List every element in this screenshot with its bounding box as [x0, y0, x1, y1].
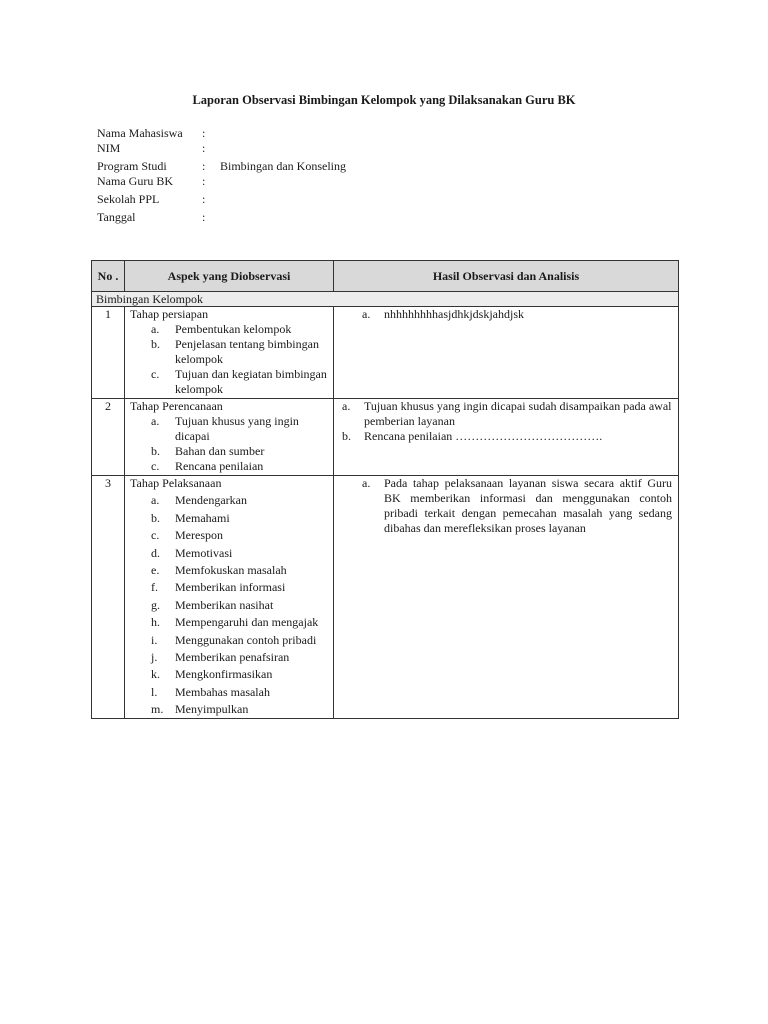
- list-text: Rencana penilaian: [175, 459, 264, 473]
- list-item: [151, 667, 329, 682]
- result-text: Rencana penilaian ……………………………….: [364, 429, 603, 443]
- list-text: Penjelasan tentang bimbingan kelompok: [175, 337, 319, 366]
- table-row: [92, 307, 679, 399]
- list-item: [151, 444, 329, 459]
- list-text: Memahami: [175, 510, 230, 525]
- result-cell: [334, 476, 679, 719]
- result-cell: [334, 307, 679, 399]
- list-text: Menggunakan contoh pribadi: [175, 632, 317, 647]
- list-marker: d.: [151, 545, 160, 560]
- list-text: Merespon: [175, 528, 223, 543]
- list-text: Memberikan nasihat: [175, 597, 274, 612]
- result-marker: a.: [342, 399, 351, 413]
- stage-title: Tahap persiapan: [130, 307, 209, 321]
- list-item: [151, 633, 329, 648]
- aspect-list: [130, 414, 329, 474]
- info-label: NIM: [97, 141, 121, 155]
- info-row-nim: [97, 141, 497, 156]
- observation-table: [91, 260, 679, 719]
- list-marker: b.: [151, 444, 160, 458]
- list-item: [151, 598, 329, 613]
- info-label: Program Studi: [97, 159, 167, 173]
- list-item: [151, 546, 329, 561]
- list-marker: j.: [151, 649, 158, 664]
- aspect-list: [130, 493, 329, 717]
- aspect-cell: [125, 476, 334, 719]
- list-text: Mengkonfirmasikan: [175, 667, 273, 682]
- stage-title: Tahap Perencanaan: [130, 399, 223, 413]
- list-text: Mempengaruhi dan mengajak: [175, 615, 319, 630]
- list-text: Tujuan khusus yang ingin dicapai: [175, 414, 299, 443]
- list-marker: b.: [151, 337, 160, 351]
- info-label-text: Nama Mahasiswa: [97, 126, 183, 140]
- list-item: [151, 414, 329, 444]
- info-value: [220, 210, 497, 225]
- table-row: [92, 476, 679, 719]
- list-text: Membahas masalah: [175, 684, 270, 699]
- list-text: Bahan dan sumber: [175, 444, 265, 458]
- list-marker: a.: [151, 322, 160, 336]
- list-marker: l.: [151, 684, 158, 699]
- result-marker: b.: [342, 429, 351, 443]
- list-item: [151, 493, 329, 508]
- list-text: Menyimpulkan: [175, 702, 249, 717]
- list-item: [151, 615, 329, 630]
- list-marker: c.: [151, 459, 160, 473]
- list-item: [151, 702, 329, 717]
- result-item: [342, 429, 672, 444]
- info-colon: :: [202, 174, 206, 188]
- info-row-tanggal: [97, 210, 497, 225]
- aspect-cell: [125, 399, 334, 476]
- info-row-nama-mahasiswa: [97, 126, 497, 141]
- list-item: [151, 337, 329, 367]
- info-label: Tanggal: [97, 210, 136, 224]
- header-aspect: Aspek yang Diobservasi: [125, 261, 334, 292]
- info-row-program-studi: [97, 159, 497, 174]
- info-colon: :: [202, 159, 206, 173]
- list-marker: m.: [151, 702, 164, 717]
- list-text: Memberikan informasi: [175, 580, 286, 595]
- info-value: [220, 174, 497, 189]
- list-text: Mendengarkan: [175, 493, 247, 508]
- result-item: [342, 399, 672, 429]
- list-text: Memfokuskan masalah: [175, 562, 287, 577]
- list-marker: i.: [151, 632, 158, 647]
- aspect-list: [130, 322, 329, 397]
- info-block: [97, 126, 497, 225]
- header-no: No .: [92, 261, 125, 292]
- info-label: Sekolah PPL: [97, 192, 160, 206]
- info-value: Bimbingan dan Konseling: [220, 159, 346, 173]
- list-text: Pembentukan kelompok: [175, 322, 292, 336]
- list-marker: b.: [151, 510, 160, 525]
- result-list: [342, 399, 672, 444]
- result-marker: a.: [362, 476, 371, 490]
- list-marker: a.: [151, 414, 160, 428]
- result-text: Tujuan khusus yang ingin dicapai sudah disampaikan pada awal pemberian layanan: [364, 399, 672, 428]
- result-text: Pada tahap pelaksanaan layanan siswa secara aktif Guru BK memberikan informasi dan menggunakan contoh pribadi terkait dengan pemecahan masalah yang sedang dibahas dan merefleksikan proses layanan: [384, 476, 672, 535]
- row-number: 3: [92, 476, 125, 719]
- info-value: [220, 126, 497, 141]
- info-row-sekolah-ppl: [97, 192, 497, 207]
- info-colon: :: [202, 192, 206, 206]
- section-label: Bimbingan Kelompok: [92, 292, 679, 307]
- list-item: [151, 650, 329, 665]
- list-item: [151, 322, 329, 337]
- info-row-nama-guru-bk: [97, 174, 497, 189]
- list-marker: h.: [151, 615, 160, 630]
- result-text: nhhhhhhhhasjdhkjdskjahdjsk: [384, 307, 524, 321]
- list-text: Tujuan dan kegiatan bimbingan kelompok: [175, 367, 327, 396]
- result-cell: [334, 399, 679, 476]
- list-marker: g.: [151, 597, 160, 612]
- list-item: [151, 685, 329, 700]
- info-label: Nama Guru BK: [97, 174, 173, 188]
- list-text: Memotivasi: [175, 545, 233, 560]
- list-item: [151, 511, 329, 526]
- aspect-cell: [125, 307, 334, 399]
- table-row: [92, 399, 679, 476]
- result-item: [362, 307, 672, 322]
- list-marker: a.: [151, 493, 160, 508]
- document-title: Laporan Observasi Bimbingan Kelompok yang Dilaksanakan Guru BK: [192, 93, 576, 107]
- info-colon: :: [202, 126, 206, 140]
- list-item: [151, 528, 329, 543]
- result-list: [342, 307, 672, 322]
- list-marker: f.: [151, 580, 158, 595]
- info-value: [220, 141, 497, 156]
- result-item: [362, 476, 672, 536]
- info-colon: :: [202, 210, 206, 224]
- list-marker: e.: [151, 562, 160, 577]
- table-header-row: [92, 261, 679, 292]
- info-label: [97, 126, 202, 141]
- list-marker: c.: [151, 367, 160, 381]
- list-marker: c.: [151, 528, 160, 543]
- result-marker: a.: [362, 307, 371, 321]
- header-result: Hasil Observasi dan Analisis: [334, 261, 679, 292]
- list-marker: k.: [151, 667, 160, 682]
- info-value: [220, 192, 497, 207]
- row-number: 1: [92, 307, 125, 399]
- section-row: [92, 292, 679, 307]
- list-item: [151, 580, 329, 595]
- list-text: Memberikan penafsiran: [175, 649, 290, 664]
- info-colon: :: [202, 141, 206, 155]
- result-list: [342, 476, 672, 536]
- stage-title: Tahap Pelaksanaan: [130, 476, 222, 490]
- list-item: [151, 367, 329, 397]
- list-item: [151, 563, 329, 578]
- row-number: 2: [92, 399, 125, 476]
- list-item: [151, 459, 329, 474]
